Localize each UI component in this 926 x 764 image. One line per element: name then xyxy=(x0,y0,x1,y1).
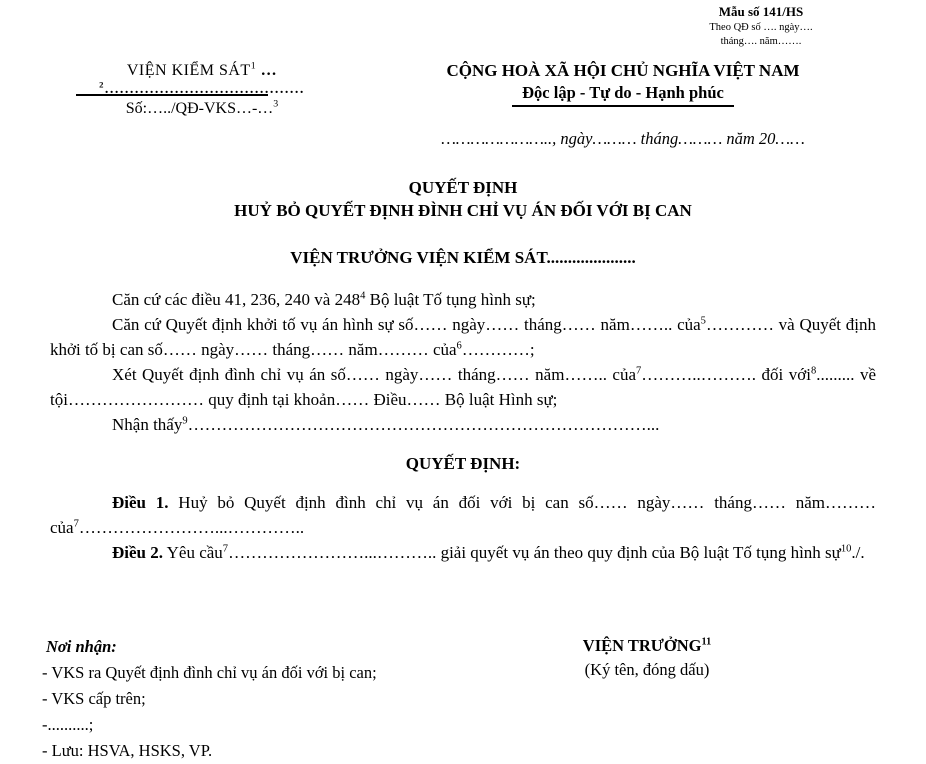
date-place-line: ………………….., ngày……… tháng……… năm 20…… xyxy=(441,129,805,149)
p3-text-3: ......... về tội…………………… quy định tại khoản…… Điều…… Bộ luật Hình sự; xyxy=(50,365,877,409)
document-number-text: Số:…../QĐ-VKS…-… xyxy=(125,100,274,118)
article-1 xyxy=(50,490,876,540)
p1-footnote: 4 xyxy=(360,290,366,302)
article-2-text: Yêu cầu xyxy=(163,543,223,562)
paragraph-prosecution-decision xyxy=(50,312,876,362)
p3-footnote-8: 8 xyxy=(810,365,817,377)
decision-heading: QUYẾT ĐỊNH: xyxy=(405,454,521,473)
article-2-label: Điều 2. xyxy=(112,543,163,562)
recipient-item: - Lưu: HSVA, HSKS, VP. xyxy=(42,741,213,760)
issuer-name-dots: … xyxy=(256,62,278,79)
paragraph-suspension-review xyxy=(50,362,876,412)
issuing-authority: VIỆN TRƯỞNG VIỆN KIỂM SÁT..................... xyxy=(290,248,636,267)
article-2-text-3: ./. xyxy=(851,543,865,562)
recipient-item: -..........; xyxy=(42,715,94,734)
form-badge xyxy=(676,4,846,48)
document-number-footnote: 3 xyxy=(273,99,279,111)
article-1-footnote: 7 xyxy=(73,518,79,530)
p3-text-2: ………..………. đối với xyxy=(641,365,811,384)
issuer-fill-line xyxy=(52,78,352,99)
article-2-footnote-10: 10 xyxy=(840,543,852,555)
document-subtitle: HUỶ BỎ QUYẾT ĐỊNH ĐÌNH CHỈ VỤ ÁN ĐỐI VỚI BỊ CAN xyxy=(234,201,692,220)
signer-title-footnote: 11 xyxy=(701,636,712,648)
article-2-footnote-7: 7 xyxy=(222,543,229,555)
recipients-block xyxy=(42,634,482,764)
p2-text: Căn cứ Quyết định khởi tố vụ án hình sự số…… ngày…… tháng…… năm…….. của xyxy=(112,315,701,334)
issuer-fill-footnote: 2 xyxy=(99,78,105,89)
recipient-item: - VKS ra Quyết định đình chỉ vụ án đối với bị can; xyxy=(42,663,377,682)
article-2-text-2: ……………………...……….. giải quyết vụ án theo quy định của Bộ luật Tố tụng hình sự xyxy=(228,543,841,562)
p2-footnote-6: 6 xyxy=(456,340,462,352)
issuer-name-footnote: 1 xyxy=(250,60,257,72)
form-badge-line3: tháng…. năm……. xyxy=(720,35,802,47)
p4-text-2: ………………………………………………………………………... xyxy=(187,415,660,434)
form-number: Mẫu số 141/HS xyxy=(718,4,804,19)
p4-text: Nhận thấy xyxy=(112,415,183,434)
issuer-underline xyxy=(76,94,268,96)
issuer-name-text: VIỆN KIỂM SÁT xyxy=(126,62,251,79)
title-block xyxy=(0,176,926,269)
article-2 xyxy=(50,540,876,565)
article-1-text: Huỷ bỏ Quyết định đình chỉ vụ án đối với bị can số…… ngày…… tháng…… năm……… của xyxy=(50,493,877,537)
signer-title-text: VIỆN TRƯỞNG xyxy=(582,636,702,655)
issuer-header xyxy=(52,60,352,120)
signer-title xyxy=(487,634,807,658)
p3-text: Xét Quyết định đình chỉ vụ án số…… ngày…… tháng…… năm…….. của xyxy=(112,365,637,384)
issuer-fill-dots: ........................................ xyxy=(104,81,305,97)
document-title: QUYẾT ĐỊNH xyxy=(408,178,518,197)
p2-text-2: ………… và Quyết định khởi tố bị can số…… ngày…… tháng…… năm……… của xyxy=(50,315,876,359)
national-motto-line2 xyxy=(380,83,866,107)
recipients-label: Nơi nhận: xyxy=(46,637,117,656)
recipient-item: - VKS cấp trên; xyxy=(42,689,146,708)
national-motto-underlined: Độc lập - Tự do - Hạnh phúc xyxy=(512,83,734,107)
p2-text-3: …………; xyxy=(461,340,535,359)
article-1-text-2: ……………………...………….. xyxy=(78,518,305,537)
issuer-name xyxy=(52,60,352,82)
p2-footnote-5: 5 xyxy=(700,315,706,327)
signature-block xyxy=(487,634,807,682)
national-header xyxy=(380,60,866,149)
document-number-line xyxy=(52,98,352,120)
national-motto-line1: CỘNG HOÀ XÃ HỘI CHỦ NGHĨA VIỆT NAM xyxy=(446,61,800,80)
p4-footnote-9: 9 xyxy=(182,415,188,427)
form-badge-line2: Theo QĐ số …. ngày…. xyxy=(709,21,813,33)
article-1-label: Điều 1. xyxy=(112,493,169,512)
paragraph-legal-basis xyxy=(50,287,876,312)
signer-note: (Ký tên, đóng dấu) xyxy=(584,660,710,679)
document-body xyxy=(50,287,876,565)
p1-text: Căn cứ các điều 41, 236, 240 và 248 xyxy=(112,290,361,309)
p1-text-2: Bộ luật Tố tụng hình sự; xyxy=(365,290,536,309)
p3-footnote-7: 7 xyxy=(636,365,642,377)
paragraph-findings xyxy=(50,412,876,437)
